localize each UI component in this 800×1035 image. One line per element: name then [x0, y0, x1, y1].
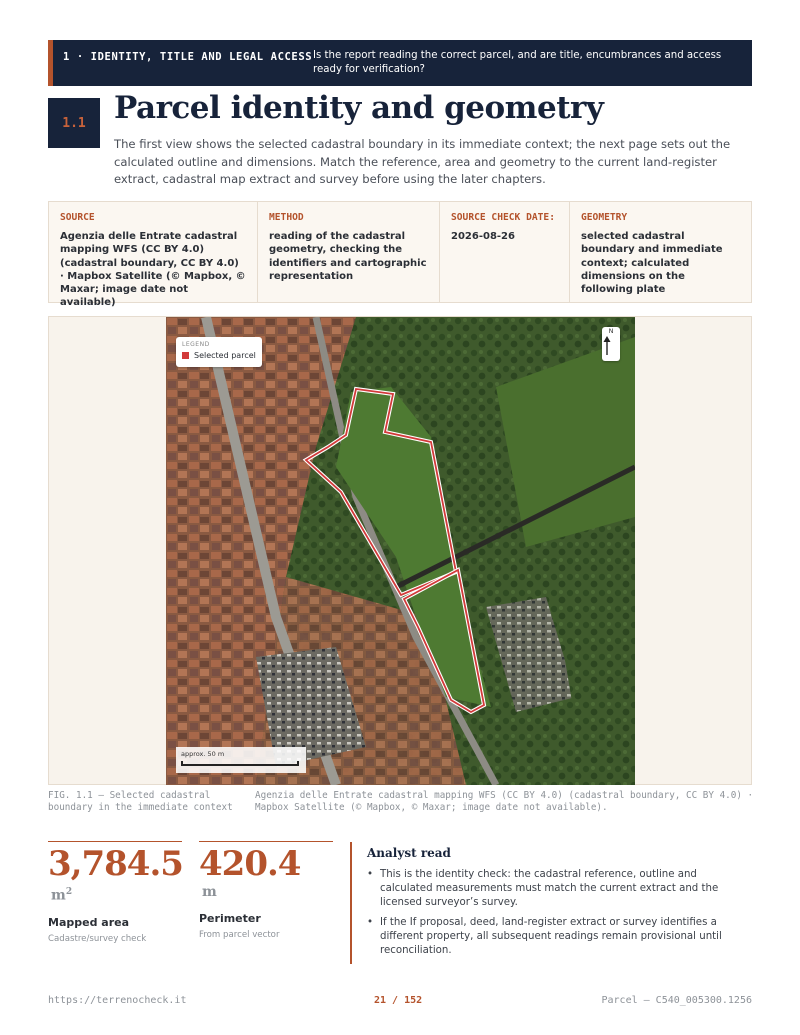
footer-url[interactable]: https://terrenocheck.it	[48, 995, 187, 1006]
meta-label: GEOMETRY	[581, 212, 628, 223]
scale-bar-line	[181, 761, 299, 766]
footer-parcel-id: Parcel — C540_005300.1256	[601, 995, 752, 1006]
list-item: • If the If proposal, deed, land-register extract or survey identifies a different property, all subsequent readings remain provisional until reconciliation.	[367, 916, 752, 958]
legend-title: LEGEND	[182, 341, 210, 348]
section-number-badge: 1.1	[48, 98, 100, 148]
meta-label: METHOD	[269, 212, 304, 223]
stat-sublabel: From parcel vector	[199, 930, 280, 940]
section-title: Parcel identity and geometry	[114, 90, 604, 126]
stat-unit-base: m	[202, 884, 217, 900]
footer-page-number: 21 / 152	[374, 995, 423, 1006]
scale-label: approx. 50 m	[181, 750, 225, 758]
meta-check-date	[440, 202, 570, 302]
chapter-header-bar	[48, 40, 752, 86]
stat-value: 3,784.5	[48, 844, 183, 884]
meta-label: SOURCE	[60, 212, 95, 223]
figure-source: Agenzia delle Entrate cadastral mapping WFS (CC BY 4.0) (cadastral boundary, CC BY 4.0) · Mapbox Satellite (© Mapbox, © Maxar; image date not available).	[255, 790, 754, 814]
chapter-question: Is the report reading the correct parcel, and are title, encumbrances and access ready for verification?	[313, 50, 722, 75]
legend-swatch	[182, 352, 189, 359]
north-arrow-icon	[602, 336, 612, 356]
stat-mapped-area	[48, 841, 182, 944]
scale-bar	[176, 747, 306, 773]
stat-unit	[51, 884, 182, 904]
meta-value: reading of the cadastral geometry, checking the identifiers and cartographic representation	[269, 231, 427, 282]
satellite-map[interactable]	[166, 317, 635, 785]
section-intro: The first view shows the selected cadastral boundary in its immediate context; the next page sets out the calculated outline and dimensions. Match the reference, area and geometry to the current land-register extract, cadastral map extract and survey before using the later chapters.	[114, 137, 731, 186]
satellite-imagery	[166, 317, 635, 785]
legend-item-label: Selected parcel	[194, 351, 256, 360]
stat-sublabel: Cadastre/survey check	[48, 933, 147, 944]
meta-source	[49, 202, 258, 309]
metadata-table	[48, 201, 752, 309]
meta-label: SOURCE CHECK DATE:	[451, 212, 555, 223]
chapter-code: 1 · IDENTITY, TITLE AND LEGAL ACCESS	[63, 51, 313, 63]
analyst-read-list	[367, 868, 752, 958]
list-item: • This is the identity check: the cadastral reference, outline and calculated measurements must match the current extract and the licensed surveyor’s survey.	[367, 868, 752, 910]
north-arrow	[602, 327, 620, 361]
stat-label: Perimeter	[199, 912, 261, 925]
meta-value: selected cadastral boundary and immediate context; calculated dimensions on the following plate	[581, 231, 723, 296]
legend-item-selected-parcel	[182, 351, 256, 360]
meta-value: 2026-08-26	[451, 231, 515, 242]
stat-label: Mapped area	[48, 915, 130, 929]
meta-method	[258, 202, 440, 302]
map-frame	[48, 316, 752, 785]
stat-unit-exponent: 2	[65, 887, 73, 897]
analyst-read-panel	[350, 842, 752, 964]
stat-value: 420.4	[199, 844, 301, 884]
north-label: N	[608, 327, 614, 335]
map-legend	[176, 337, 262, 367]
figure-caption: FIG. 1.1 — Selected cadastral boundary in the immediate context	[48, 790, 233, 814]
stat-perimeter	[199, 841, 333, 940]
meta-value: Agenzia delle Entrate cadastral mapping WFS (CC BY 4.0) (cadastral boundary, CC BY 4.0) · Mapbox Satellite (© Mapbox, © Maxar; image date not available)	[60, 231, 246, 309]
analyst-read-title: Analyst read	[367, 846, 451, 860]
stat-unit	[202, 884, 333, 900]
stat-unit-base: m	[51, 887, 66, 904]
meta-geometry	[570, 202, 751, 302]
